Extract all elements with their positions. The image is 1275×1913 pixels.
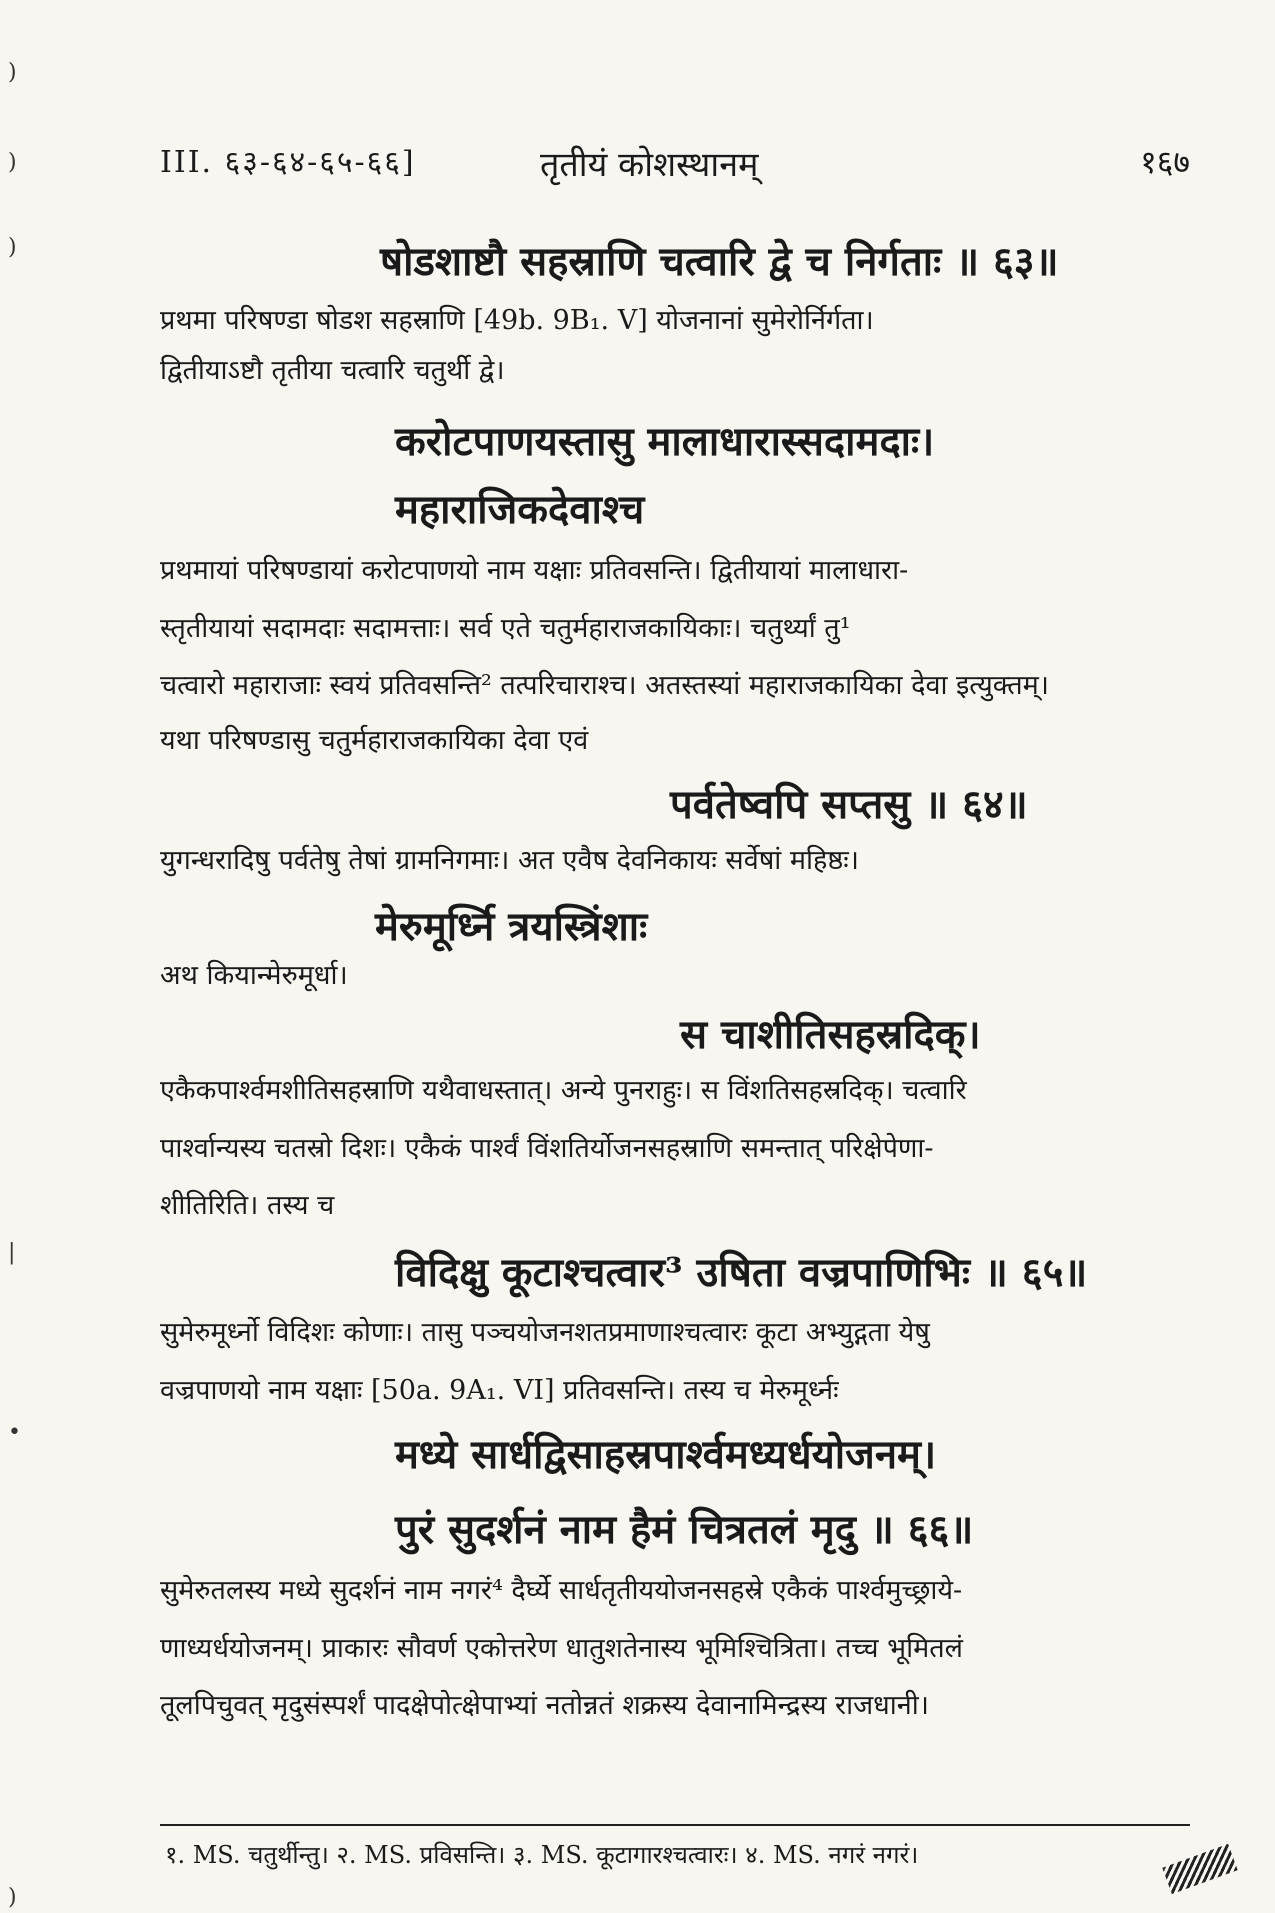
margin-mark: ) bbox=[8, 60, 17, 85]
commentary-line: पार्श्वान्यस्य चतस्रो दिशः। एकैकं पार्श्वं विंशतिर्योजनसहस्राणि समन्तात् परिक्षेपेणा- bbox=[160, 1133, 934, 1164]
commentary-line: तूलपिचुवत् मृदुसंस्पर्शं पादक्षेपोत्क्षेपाभ्यां नतोन्नतं शक्रस्य देवानामिन्द्रस्य राजधानी। bbox=[160, 1690, 929, 1721]
margin-mark: ) bbox=[8, 150, 17, 175]
commentary-line: वज्रपाणयो नाम यक्षाः [50a. 9A₁. VI] प्रतिवसन्ति। तस्य च मेरुमूर्ध्नः bbox=[160, 1375, 839, 1406]
margin-mark: | bbox=[8, 1240, 16, 1265]
verse-63: षोडशाष्टौ सहस्राणि चत्वारि द्वे च निर्गताः ॥ ६३॥ bbox=[380, 238, 1059, 285]
commentary-line: सुमेरुमूर्ध्नो विदिशः कोणाः। तासु पञ्चयोजनशतप्रमाणाश्चत्वारः कूटा अभ्युद्गता येषु bbox=[160, 1317, 930, 1348]
footnotes: १. MS. चतुर्थीन्तु। २. MS. प्रविसन्ति। ३. MS. कूटागारश्चत्वारः। ४. MS. नगरं नगरं। bbox=[165, 1841, 919, 1869]
verse-line: महाराजिकदेवाश्च bbox=[395, 486, 645, 533]
page-number: १६७ bbox=[1140, 143, 1190, 181]
commentary-line: शीतिरिति। तस्य च bbox=[160, 1190, 335, 1221]
commentary-line: अथ कियान्मेरुमूर्धा। bbox=[160, 960, 348, 991]
verse-64: पर्वतेष्वपि सप्तसु ॥ ६४॥ bbox=[670, 781, 1028, 828]
margin-mark: • bbox=[8, 1420, 21, 1445]
verse-66: पुरं सुदर्शनं नाम हैमं चित्रतलं मृदु ॥ ६६॥ bbox=[395, 1506, 974, 1553]
commentary-line: यथा परिषण्डासु चतुर्महाराजकायिका देवा एवं bbox=[160, 725, 589, 756]
verse-line: स चाशीतिसहस्रदिक्। bbox=[680, 1011, 981, 1058]
commentary-line: चत्वारो महाराजाः स्वयं प्रतिवसन्ति² तत्परिचाराश्च। अतस्तस्यां महाराजकायिका देवा इत्युक्तम्। bbox=[160, 670, 1050, 701]
verse-line: करोटपाणयस्तासु मालाधारास्सदामदाः। bbox=[395, 418, 935, 465]
verse-line: मध्ये सार्धद्विसाहस्रपार्श्वमध्यर्धयोजनम्। bbox=[395, 1431, 937, 1478]
commentary-line: स्तृतीयायां सदामदाः सदामत्ताः। सर्व एते चतुर्महाराजकायिकाः। चतुर्थ्यां तु¹ bbox=[160, 613, 851, 644]
commentary-line: द्वितीयाऽष्टौ तृतीया चत्वारि चतुर्थी द्वे। bbox=[160, 355, 505, 386]
commentary-line: प्रथमायां परिषण्डायां करोटपाणयो नाम यक्षाः प्रतिवसन्ति। द्वितीयायां मालाधारा- bbox=[160, 555, 909, 586]
margin-mark: ) bbox=[8, 235, 17, 260]
margin-mark: ) bbox=[8, 1885, 17, 1910]
scan-smudge bbox=[1162, 1844, 1237, 1894]
commentary-line: प्रथमा परिषण्डा षोडश सहस्राणि [49b. 9B₁. V] योजनानां सुमेरोर्निर्गता। bbox=[160, 305, 874, 336]
verse-line: मेरुमूर्ध्नि त्रयस्त्रिंशाः bbox=[375, 903, 648, 950]
page-header bbox=[160, 140, 1190, 184]
commentary-line: एकैकपार्श्वमशीतिसहस्राणि यथैवाधस्तात्। अन्ये पुनराहुः। स विंशतिसहस्रदिक्। चत्वारि bbox=[160, 1075, 967, 1106]
chapter-title: तृतीयं कोशस्थानम् bbox=[540, 145, 759, 185]
commentary-line: णाध्यर्धयोजनम्। प्राकारः सौवर्ण एकोत्तरेण धातुशतेनास्य भूमिश्चित्रिता। तच्च भूमितलं bbox=[160, 1633, 963, 1664]
verse-65: विदिक्षु कूटाश्चत्वार³ उषिता वज्रपाणिभिः ॥ ६५॥ bbox=[395, 1249, 1088, 1296]
section-reference: III. ६३-६४-६५-६६] bbox=[160, 145, 416, 180]
commentary-line: सुमेरुतलस्य मध्ये सुदर्शनं नाम नगरं⁴ दैर्घ्ये सार्धतृतीययोजनसहस्रे एकैकं पार्श्वमुच्छ्राये- bbox=[160, 1575, 963, 1606]
footnote-divider bbox=[160, 1824, 1190, 1826]
commentary-line: युगन्धरादिषु पर्वतेषु तेषां ग्रामनिगमाः। अत एवैष देवनिकायः सर्वेषां महिष्ठः। bbox=[160, 845, 859, 876]
